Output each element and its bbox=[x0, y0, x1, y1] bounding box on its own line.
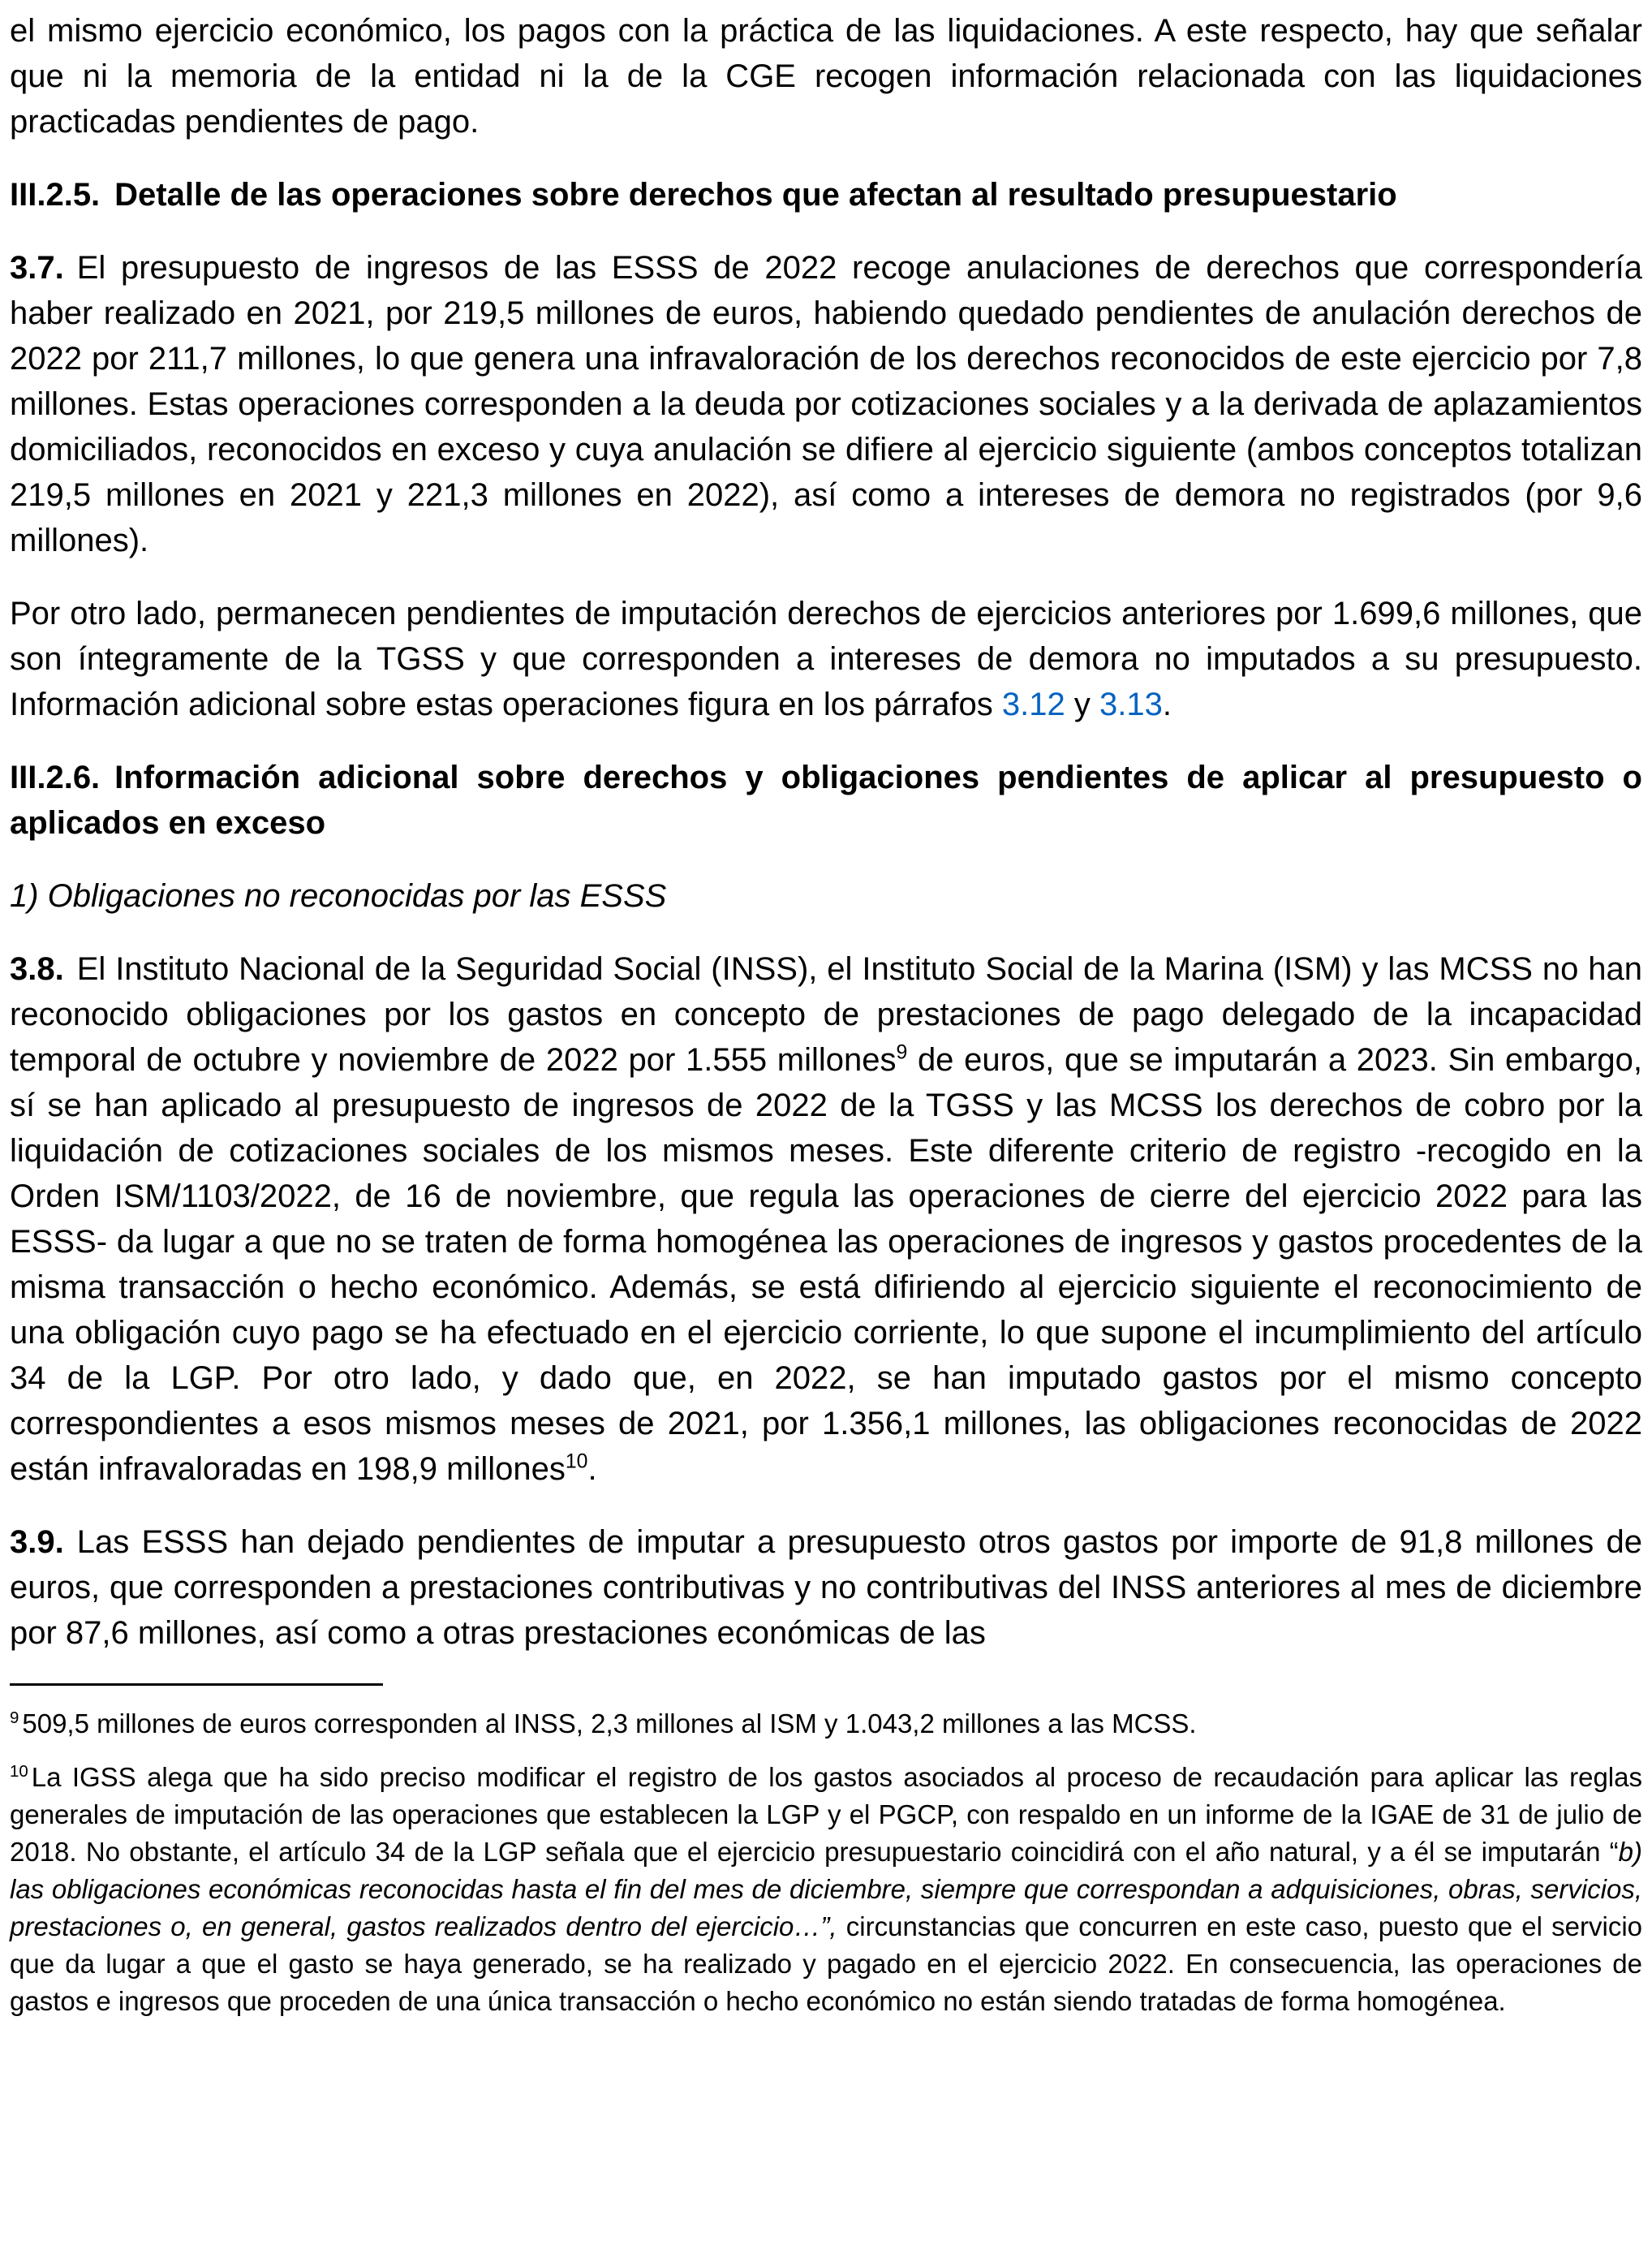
footnote-separator-rule bbox=[10, 1683, 383, 1686]
paragraph-text: . bbox=[1162, 687, 1172, 722]
continuation-paragraph: el mismo ejercicio económico, los pagos con la práctica de las liquidaciones. A este respecto, hay que señalar que ni la memoria de la entidad ni la de la CGE recogen información relacionada con las liquidaciones practicadas pendientes de pago. bbox=[10, 13, 1642, 140]
paragraph-number: 3.8. bbox=[10, 951, 64, 987]
paragraph-3-8 bbox=[10, 946, 1642, 1492]
section-number: III.2.6. bbox=[10, 760, 101, 795]
footnote-9 bbox=[10, 1705, 1642, 1743]
footnote-text: La IGSS alega que ha sido preciso modificar el registro de los gastos asociados al proceso de recaudación para aplicar las reglas generales de imputación de las operaciones que establecen la LGP y el PGCP, con respaldo en un informe de la IGAE de 31 de julio de 2018. No obstante, el artículo 34 de la LGP señala que el ejercicio presupuestario coincidirá con el año natural, y a él se imputarán “ bbox=[10, 1762, 1642, 1867]
paragraph-otro-lado bbox=[10, 591, 1642, 727]
paragraph-text: El presupuesto de ingresos de las ESSS de 2022 recoge anulaciones de derechos que correspondería haber realizado en 2021, por 219,5 millones de euros, habiendo quedado pendientes de anulación derechos de 2022 por 211,7 millones, lo que genera una infravaloración de los derechos reconocidos de este ejercicio por 7,8 millones. Estas operaciones corresponden a la deuda por cotizaciones sociales y a la derivada de aplazamientos domiciliados, reconocidos en exceso y cuya anulación se difiere al ejercicio siguiente (ambos conceptos totalizan 219,5 millones en 2021 y 221,3 millones en 2022), así como a intereses de demora no registrados (por 9,6 millones). bbox=[10, 250, 1642, 558]
section-heading-iii-2-5 bbox=[10, 172, 1642, 218]
paragraph-text: . bbox=[587, 1451, 597, 1487]
paragraph-text: El Instituto Nacional de la Seguridad Social (INSS), el Instituto Social de la Marina (ISM) y las MCSS no han reconocido obligaciones por los gastos en concepto de prestaciones de pago delegado de la incapacidad temporal de octubre y noviembre de 2022 por 1.555 millones bbox=[10, 951, 1642, 1078]
footnote-text: 509,5 millones de euros corresponden al INSS, 2,3 millones al ISM y 1.043,2 millones a las MCSS. bbox=[22, 1708, 1197, 1738]
paragraph-3-7 bbox=[10, 245, 1642, 563]
paragraph-3-9 bbox=[10, 1519, 1642, 1656]
paragraph-text: y bbox=[1065, 687, 1100, 722]
section-number: III.2.5. bbox=[10, 177, 101, 213]
section-heading-iii-2-6 bbox=[10, 755, 1642, 846]
paragraph-text: de euros, que se imputarán a 2023. Sin embargo, sí se han aplicado al presupuesto de ingresos de 2022 de la TGSS y las MCSS los derechos de cobro por la liquidación de cotizaciones sociales de los mismos meses. Este diferente criterio de registro -recogido en la Orden ISM/1103/2022, de 16 de noviembre, que regula las operaciones de cierre del ejercicio 2022 para las ESSS- da lugar a que no se traten de forma homogénea las operaciones de ingresos y gastos procedentes de la misma transacción o hecho económico. Además, se está difiriendo al ejercicio siguiente el reconocimiento de una obligación cuyo pago se ha efectuado en el ejercicio corriente, lo que supone el incumplimiento del artículo 34 de la LGP. Por otro lado, y dado que, en 2022, se han imputado gastos por el mismo concepto correspondientes a esos mismos meses de 2021, por 1.356,1 millones, las obligaciones reconocidas de 2022 están infravaloradas en 198,9 millones bbox=[10, 1042, 1642, 1487]
section-title: Detalle de las operaciones sobre derechos que afectan al resultado presupuestario bbox=[114, 177, 1397, 213]
footnote-ref-10: 10 bbox=[565, 1450, 588, 1473]
paragraph-text: Las ESSS han dejado pendientes de imputar a presupuesto otros gastos por importe de 91,8 millones de euros, que corresponden a prestaciones contributivas y no contributivas del INSS anteriores al mes de diciembre por 87,6 millones, así como a otras prestaciones económicas de las bbox=[10, 1524, 1642, 1651]
cross-reference-link-3-13[interactable]: 3.13 bbox=[1099, 687, 1163, 722]
section-title: Información adicional sobre derechos y obligaciones pendientes de aplicar al presupuesto o aplicados en exceso bbox=[10, 760, 1642, 841]
cross-reference-link-3-12[interactable]: 3.12 bbox=[1001, 687, 1065, 722]
footnote-text: circunstancias que concurren en este caso, puesto que el servicio que da lugar a que el gasto se haya generado, se ha realizado y pagado en el ejercicio 2022. En consecuencia, las operaciones de gastos e ingresos que proceden de una única transacción o hecho económico no están siendo tratadas de forma homogénea. bbox=[10, 1911, 1643, 2016]
paragraph-text: Por otro lado, permanecen pendientes de imputación derechos de ejercicios anteriores por 1.699,6 millones, que son íntegramente de la TGSS y que corresponden a intereses de demora no imputados a su presupuesto. Información adicional sobre estas operaciones figura en los párrafos bbox=[10, 596, 1642, 722]
paragraph-number: 3.9. bbox=[10, 1524, 64, 1560]
footnote-marker-10: 10 bbox=[10, 1762, 28, 1781]
footnote-marker-9: 9 bbox=[10, 1708, 19, 1727]
footnote-ref-9: 9 bbox=[896, 1041, 908, 1064]
subheading-obligaciones-no-reconocidas: 1) Obligaciones no reconocidas por las ESSS bbox=[10, 878, 667, 914]
footnote-quoted-citation: b) las obligaciones económicas reconocidas hasta el fin del mes de diciembre, siempre que correspondan a adquisiciones, obras, servicios, prestaciones o, en general, gastos realizados dentro del ejercicio…”, bbox=[10, 1837, 1642, 1941]
footnote-10 bbox=[10, 1759, 1642, 2020]
paragraph-number: 3.7. bbox=[10, 250, 64, 286]
